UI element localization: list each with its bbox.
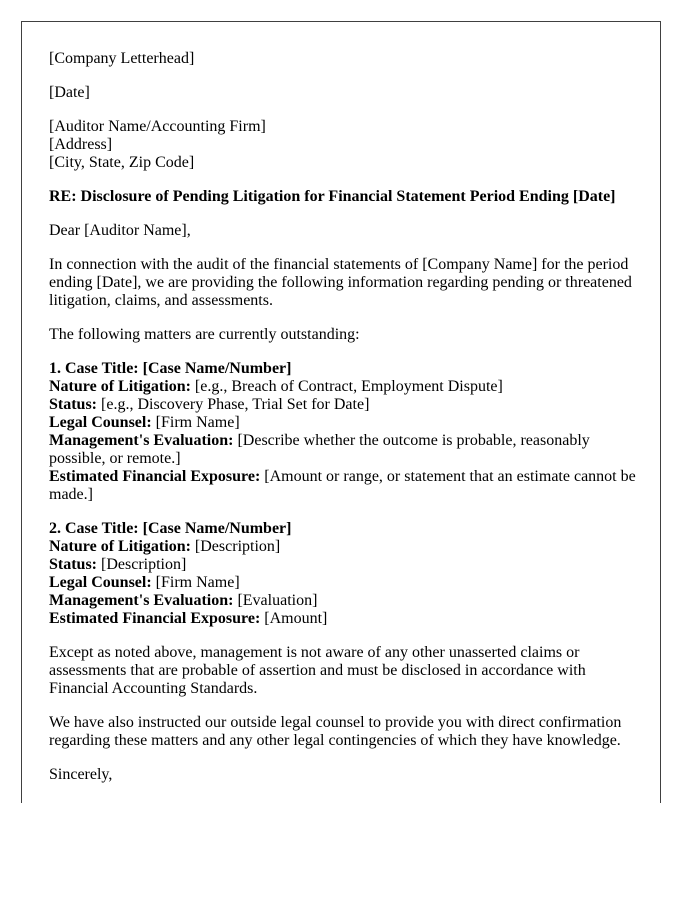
closing-paragraph-1: Except as noted above, management is not aware of any other unasserted claims or assessments that are probable of assertion and must be disclosed in accordance with Financial Accounting Standards. <box>49 644 586 697</box>
case-title: 1. Case Title: [Case Name/Number] <box>49 360 292 377</box>
recipient-name: [Auditor Name/Accounting Firm] <box>49 118 266 135</box>
case-field-status <box>49 556 642 574</box>
field-value: [Firm Name] <box>151 574 240 591</box>
field-value: [e.g., Discovery Phase, Trial Set for Date] <box>97 396 370 413</box>
subject-line: RE: Disclosure of Pending Litigation for Financial Statement Period Ending [Date] <box>49 188 616 205</box>
field-label: Status: <box>49 396 98 413</box>
field-label: Nature of Litigation: <box>49 378 191 395</box>
case-block-2 <box>49 520 642 628</box>
case-block-1 <box>49 360 642 504</box>
salutation: Dear [Auditor Name], <box>49 222 191 239</box>
field-label: Management's Evaluation: <box>49 432 234 449</box>
recipient-city-state-zip: [City, State, Zip Code] <box>49 154 195 171</box>
field-value: [Description] <box>97 556 187 573</box>
field-value: [Describe whether the outcome is probable, reasonably possible, or remote.] <box>49 432 590 467</box>
field-label: Legal Counsel: <box>49 574 152 591</box>
closing-paragraph-2: We have also instructed our outside legal counsel to provide you with direct confirmation regarding these matters and any other legal contingencies of which they have knowledge. <box>49 714 622 749</box>
case-field-evaluation <box>49 592 642 610</box>
signoff: Sincerely, <box>49 766 113 783</box>
case-field-status <box>49 396 642 414</box>
case-field-nature <box>49 538 642 556</box>
case-field-exposure <box>49 610 642 628</box>
intro-paragraph: In connection with the audit of the financial statements of [Company Name] for the period ending [Date], we are providing the following information regarding pending or threatened litigation, claims, and assessments. <box>49 256 632 309</box>
field-label: Estimated Financial Exposure: <box>49 610 261 627</box>
field-value: [e.g., Breach of Contract, Employment Dispute] <box>190 378 503 395</box>
field-value: [Firm Name] <box>151 414 240 431</box>
field-label: Legal Counsel: <box>49 414 152 431</box>
recipient-address: [Address] <box>49 136 113 153</box>
case-title: 2. Case Title: [Case Name/Number] <box>49 520 292 537</box>
case-field-exposure <box>49 468 642 504</box>
field-value: [Amount] <box>260 610 328 627</box>
field-label: Estimated Financial Exposure: <box>49 468 261 485</box>
case-field-nature <box>49 378 642 396</box>
field-value: [Description] <box>190 538 281 555</box>
field-label: Management's Evaluation: <box>49 592 234 609</box>
letterhead: [Company Letterhead] <box>49 50 195 67</box>
field-label: Nature of Litigation: <box>49 538 191 555</box>
case-field-evaluation <box>49 432 642 468</box>
field-value: [Amount or range, or statement that an estimate cannot be made.] <box>49 468 636 503</box>
recipient-block <box>49 118 642 172</box>
case-field-counsel <box>49 414 642 432</box>
field-value: [Evaluation] <box>233 592 318 609</box>
date-line: [Date] <box>49 84 90 101</box>
case-field-counsel <box>49 574 642 592</box>
field-label: Status: <box>49 556 98 573</box>
matters-lead: The following matters are currently outstanding: <box>49 326 360 343</box>
letter-page <box>21 21 661 803</box>
